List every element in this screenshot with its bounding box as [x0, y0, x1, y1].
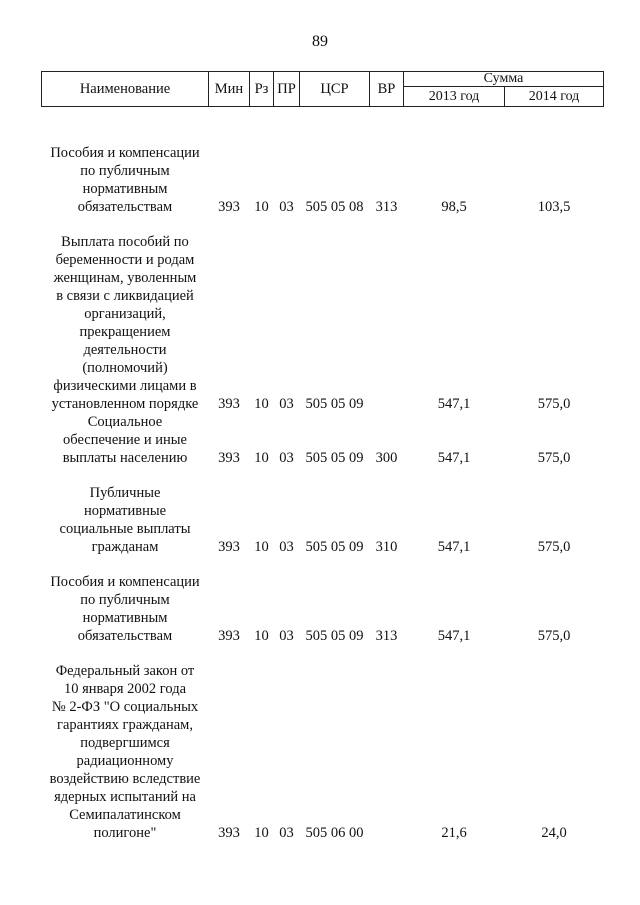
row-name-line: нормативным — [82, 609, 168, 626]
row-pr: 03 — [279, 824, 294, 841]
row-sum-2014: 103,5 — [537, 198, 571, 215]
row-name — [42, 645, 209, 842]
row-pr: 03 — [279, 449, 294, 466]
header-min: Мин — [209, 72, 250, 107]
row-rz: 10 — [254, 824, 269, 841]
row-sum-2014: 575,0 — [537, 449, 571, 466]
table-row — [42, 216, 604, 413]
row-name-line: воздействию вследствие — [49, 770, 201, 787]
table-header — [42, 72, 604, 107]
row-name-line: физическими лицами в — [53, 377, 197, 394]
row-name-line: подвергшимся — [80, 734, 170, 751]
row-name-line: Пособия и компенсации — [50, 573, 200, 590]
row-name-line: гарантиях гражданам, — [57, 716, 193, 733]
row-name-line: Выплата пособий по — [61, 233, 189, 250]
row-name-line: обязательствам — [77, 627, 173, 644]
header-pr: ПР — [274, 72, 300, 107]
table-row — [42, 413, 604, 467]
page-number: 89 — [312, 33, 328, 50]
row-name-line: радиационному — [76, 752, 174, 769]
row-csr: 505 05 08 — [305, 198, 364, 215]
row-sum-2013: 547,1 — [437, 449, 471, 466]
header-csr: ЦСР — [300, 72, 370, 107]
row-name-line: организаций, — [84, 305, 166, 322]
row-rz: 10 — [254, 198, 269, 215]
row-name-line: беременности и родам — [55, 251, 195, 268]
row-min: 393 — [218, 198, 240, 215]
row-name — [42, 413, 209, 467]
row-pr: 03 — [279, 395, 294, 412]
row-name-line: по публичным — [80, 591, 170, 608]
table-body — [42, 107, 604, 842]
row-rz: 10 — [254, 538, 269, 555]
row-min: 393 — [218, 538, 240, 555]
header-name: Наименование — [42, 72, 209, 107]
row-name-line: обязательствам — [77, 198, 173, 215]
row-csr: 505 05 09 — [305, 449, 364, 466]
row-csr: 505 05 09 — [305, 627, 364, 644]
row-name-line: выплаты населению — [62, 449, 188, 466]
table-row — [42, 467, 604, 556]
header-rz: Рз — [250, 72, 274, 107]
row-pr: 03 — [279, 538, 294, 555]
row-name-line: Пособия и компенсации — [50, 144, 200, 161]
row-name-line: женщинам, уволенным — [53, 269, 197, 286]
row-sum-2013: 21,6 — [441, 824, 467, 841]
row-rz: 10 — [254, 627, 269, 644]
row-min: 393 — [218, 395, 240, 412]
row-vr: 313 — [375, 627, 398, 644]
row-name-line: обеспечение и иные — [63, 431, 187, 448]
row-csr: 505 06 00 — [305, 824, 364, 841]
header-sum: Сумма — [404, 72, 604, 87]
row-name-line: деятельности — [83, 341, 167, 358]
header-vr: ВР — [370, 72, 404, 107]
row-sum-2014: 575,0 — [537, 538, 571, 555]
row-sum-2014: 24,0 — [541, 824, 567, 841]
row-sum-2014: 575,0 — [537, 395, 571, 412]
row-name-line: по публичным — [80, 162, 170, 179]
row-pr: 03 — [279, 198, 294, 215]
row-name-line: в связи с ликвидацией — [56, 287, 194, 304]
row-name — [42, 467, 209, 556]
row-name-line: Публичные — [89, 484, 161, 501]
row-vr: 310 — [375, 538, 398, 555]
row-name-line: ядерных испытаний на — [54, 788, 196, 805]
row-rz: 10 — [254, 449, 269, 466]
row-name-line: социальные выплаты — [59, 520, 191, 537]
row-pr: 03 — [279, 627, 294, 644]
row-rz: 10 — [254, 395, 269, 412]
row-sum-2013: 98,5 — [441, 198, 467, 215]
row-min: 393 — [218, 824, 240, 841]
row-name-line: № 2-ФЗ "О социальных — [51, 698, 199, 715]
row-name-line: гражданам — [91, 538, 159, 555]
row-name-line: прекращением — [79, 323, 171, 340]
table-row — [42, 107, 604, 216]
row-name-line: Социальное — [87, 413, 163, 430]
row-vr: 313 — [375, 198, 398, 215]
row-min: 393 — [218, 627, 240, 644]
row-name — [42, 216, 209, 413]
header-year-2014: 2014 год — [505, 87, 604, 107]
row-vr — [370, 645, 404, 842]
row-csr: 505 05 09 — [305, 395, 364, 412]
row-name-line: нормативным — [82, 180, 168, 197]
budget-table — [41, 71, 604, 842]
table-row — [42, 556, 604, 645]
row-name — [42, 556, 209, 645]
row-sum-2013: 547,1 — [437, 538, 471, 555]
row-csr: 505 05 09 — [305, 538, 364, 555]
row-name-line: (полномочий) — [82, 359, 168, 376]
row-sum-2013: 547,1 — [437, 627, 471, 644]
row-name-line: 10 января 2002 года — [63, 680, 187, 697]
row-vr: 300 — [375, 449, 398, 466]
row-min: 393 — [218, 449, 240, 466]
row-name — [42, 107, 209, 216]
row-sum-2014: 575,0 — [537, 627, 571, 644]
table-row — [42, 645, 604, 842]
row-name-line: Семипалатинском — [69, 806, 181, 823]
row-name-line: установленном порядке — [51, 395, 199, 412]
row-name-line: нормативные — [83, 502, 167, 519]
row-name-line: полигоне" — [93, 824, 157, 841]
header-year-2013: 2013 год — [404, 87, 505, 107]
row-name-line: Федеральный закон от — [55, 662, 195, 679]
row-sum-2013: 547,1 — [437, 395, 471, 412]
row-vr — [370, 216, 404, 413]
